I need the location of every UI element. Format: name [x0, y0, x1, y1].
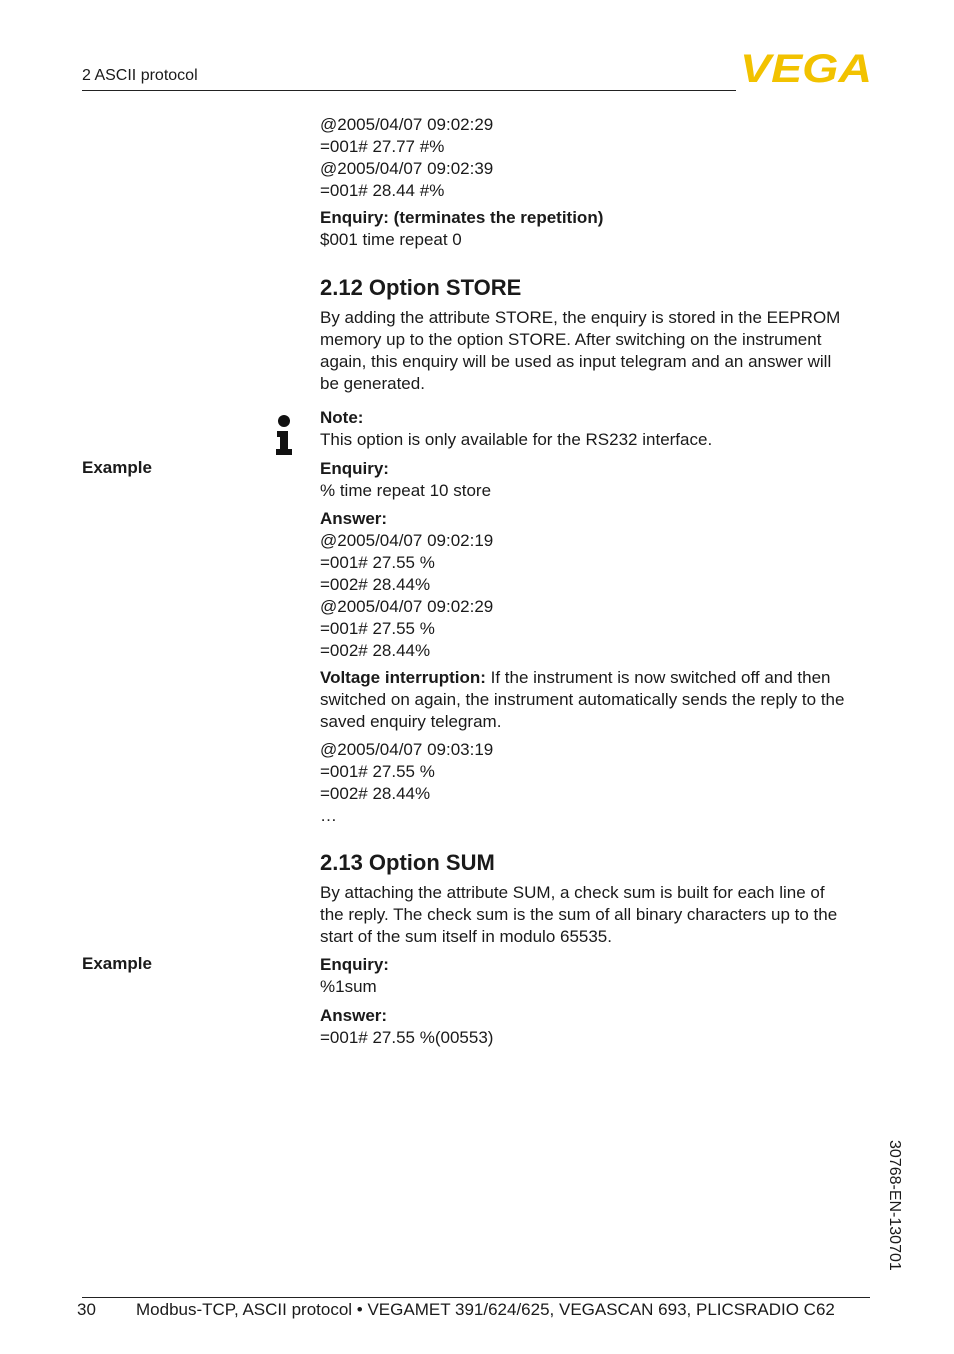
answer-line: @2005/04/07 09:02:19 [320, 531, 494, 550]
output-line: =001# 27.55 % [320, 762, 435, 781]
document-number: 30768-EN-130701 [886, 1140, 903, 1271]
svg-text:VEGA: VEGA [740, 50, 872, 86]
sum-paragraph [320, 882, 880, 948]
store-enquiry [320, 458, 880, 502]
after-interruption-lines [320, 739, 880, 827]
running-header: 2 ASCII protocol [82, 67, 198, 84]
enquiry-terminate-value: $001 time repeat 0 [320, 230, 462, 249]
paragraph-line: again, this enquiry will be used as input telegram and an answer will [320, 352, 832, 371]
intro-line: @2005/04/07 09:02:39 [320, 159, 494, 178]
footer-title: Modbus-TCP, ASCII protocol • VEGAMET 391/624/625, VEGASCAN 693, PLICSRADIO C62 [136, 1300, 835, 1319]
example-label: Example [82, 458, 152, 477]
output-line: @2005/04/07 09:03:19 [320, 740, 494, 759]
paragraph-line: By attaching the attribute SUM, a check sum is built for each line of [320, 883, 825, 902]
paragraph-line: By adding the attribute STORE, the enquiry is stored in the EEPROM [320, 308, 841, 327]
enquiry-value: %1sum [320, 977, 377, 996]
sum-enquiry [320, 954, 880, 998]
answer-line: =001# 27.55 % [320, 619, 435, 638]
answer-label: Answer: [320, 509, 388, 528]
answer-value: =001# 27.55 %(00553) [320, 1028, 494, 1047]
voltage-paragraph [320, 667, 880, 733]
intro-line: =001# 27.77 #% [320, 137, 445, 156]
section-heading-store: 2.12 Option STORE [320, 275, 522, 300]
paragraph-line: be generated. [320, 374, 425, 393]
intro-line: =001# 28.44 #% [320, 181, 445, 200]
sum-answer [320, 1005, 880, 1049]
enquiry-value: % time repeat 10 store [320, 481, 492, 500]
paragraph-line: the reply. The check sum is the sum of all binary characters up to the [320, 905, 838, 924]
intro-line: @2005/04/07 09:02:29 [320, 115, 494, 134]
enquiry-label: Enquiry: [320, 459, 389, 478]
store-paragraph [320, 307, 880, 395]
section-heading-sum: 2.13 Option SUM [320, 850, 495, 875]
output-line: =002# 28.44% [320, 784, 431, 803]
info-icon [274, 414, 294, 456]
example-label: Example [82, 954, 152, 973]
voltage-text: If the instrument is now switched off and then [485, 668, 831, 687]
enquiry-terminate-label: Enquiry: (terminates the repetition) [320, 208, 604, 227]
paragraph-line: memory up to the option STORE. After switching on the instrument [320, 330, 822, 349]
answer-label: Answer: [320, 1006, 388, 1025]
answer-line: =002# 28.44% [320, 575, 431, 594]
vega-logo [740, 50, 874, 86]
voltage-label: Voltage interruption: [320, 668, 486, 687]
enquiry-label: Enquiry: [320, 955, 389, 974]
footer-rule [82, 1297, 870, 1298]
note-text: This option is only available for the RS232 interface. [320, 430, 713, 449]
header-rule [82, 90, 736, 91]
note-label: Note: [320, 408, 364, 427]
intro-block [320, 114, 880, 202]
voltage-text: saved enquiry telegram. [320, 712, 502, 731]
enquiry-terminate [320, 207, 880, 251]
answer-line: =001# 27.55 % [320, 553, 435, 572]
page-number: 30 [77, 1300, 96, 1319]
answer-line: @2005/04/07 09:02:29 [320, 597, 494, 616]
output-line: … [320, 806, 337, 825]
note-block [320, 407, 880, 451]
answer-line: =002# 28.44% [320, 641, 431, 660]
paragraph-line: start of the sum itself in modulo 65535. [320, 927, 612, 946]
voltage-text: switched on again, the instrument automatically sends the reply to the [320, 690, 845, 709]
store-answer [320, 508, 880, 662]
